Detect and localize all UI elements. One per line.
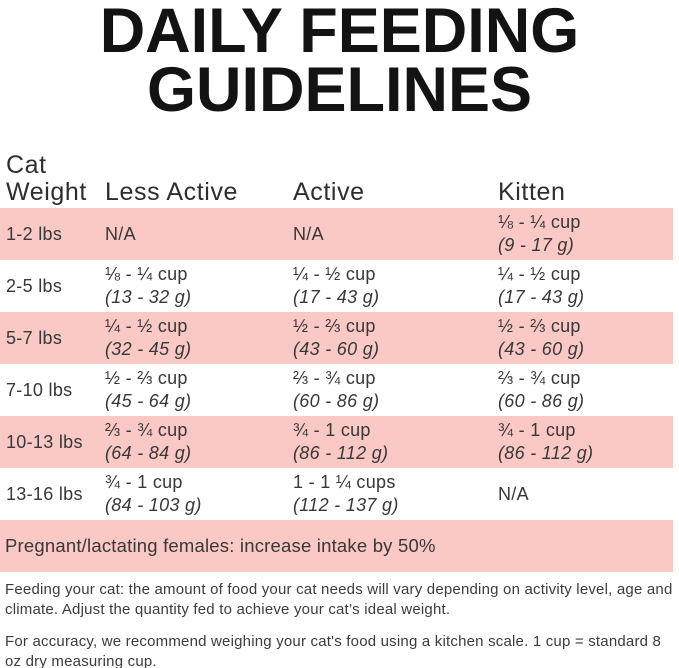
kitten-cell (498, 367, 673, 413)
grams-value: (17 - 43 g) (498, 287, 585, 307)
cups-value: ⅛ - ¼ cup (498, 212, 581, 232)
col-header-cat-weight (6, 152, 105, 206)
page-title-line-1: DAILY FEEDING (99, 0, 580, 66)
active-cell (293, 367, 498, 413)
cups-value: ¼ - ½ cup (498, 264, 581, 284)
col-header-kitten: Kitten (498, 178, 566, 206)
col-header-less-active: Less Active (105, 178, 239, 206)
footer-note-accuracy: For accuracy, we recommend weighing your cat's food using a kitchen scale. 1 cup = standard 8 oz dry measuring cup. (5, 633, 662, 668)
table-row (0, 312, 673, 364)
less-active-cell (105, 367, 293, 413)
weight-cell: 1-2 lbs (6, 223, 63, 244)
cups-value: ⅔ - ¾ cup (293, 368, 376, 388)
grams-value: (60 - 86 g) (293, 391, 380, 411)
grams-value: (60 - 86 g) (498, 391, 585, 411)
grams-value: (43 - 60 g) (498, 339, 585, 359)
page-title (0, 0, 679, 125)
grams-value: (32 - 45 g) (105, 339, 192, 359)
kitten-cell (498, 315, 673, 361)
cups-value: ¼ - ½ cup (105, 316, 188, 336)
grams-value: (86 - 112 g) (498, 443, 594, 463)
grams-value: (43 - 60 g) (293, 339, 380, 359)
cups-value: N/A (293, 223, 324, 244)
weight-cell: 7-10 lbs (6, 379, 73, 400)
page-title-line-2: GUIDELINES (146, 55, 533, 125)
table-row (0, 416, 673, 468)
kitten-cell (498, 211, 673, 257)
grams-value: (9 - 17 g) (498, 235, 575, 255)
weight-cell: 10-13 lbs (6, 431, 83, 452)
active-cell (293, 471, 498, 517)
cups-value: ¾ - 1 cup (498, 420, 576, 440)
less-active-cell (105, 263, 293, 309)
feeding-table (0, 152, 673, 572)
less-active-cell (105, 315, 293, 361)
cups-value: ½ - ⅔ cup (105, 368, 188, 388)
kitten-cell (498, 483, 673, 506)
cups-value: N/A (498, 483, 529, 504)
footer-notes (0, 580, 679, 668)
table-row (0, 260, 673, 312)
weight-cell: 5-7 lbs (6, 327, 63, 348)
active-cell (293, 315, 498, 361)
pregnant-lactating-note-text: Pregnant/lactating females: increase intake by 50% (5, 535, 436, 556)
grams-value: (64 - 84 g) (105, 443, 192, 463)
active-cell (293, 223, 498, 246)
active-cell (293, 263, 498, 309)
cups-value: ¾ - 1 cup (105, 472, 183, 492)
pregnant-lactating-note-row (0, 520, 673, 572)
kitten-cell (498, 419, 673, 465)
grams-value: (86 - 112 g) (293, 443, 389, 463)
grams-value: (17 - 43 g) (293, 287, 380, 307)
table-header (0, 152, 673, 206)
cups-value: ¼ - ½ cup (293, 264, 376, 284)
table-row (0, 208, 673, 260)
cups-value: ⅔ - ¾ cup (498, 368, 581, 388)
col-header-cat-weight-line-1: Cat (6, 151, 47, 179)
col-header-cat-weight-line-2: Weight (6, 178, 87, 206)
cups-value: 1 - 1 ¼ cups (293, 472, 396, 492)
col-header-active: Active (293, 178, 365, 206)
grams-value: (112 - 137 g) (293, 495, 399, 515)
cups-value: ⅛ - ¼ cup (105, 264, 188, 284)
cups-value: N/A (105, 223, 136, 244)
kitten-cell (498, 263, 673, 309)
grams-value: (13 - 32 g) (105, 287, 192, 307)
cups-value: ½ - ⅔ cup (293, 316, 376, 336)
less-active-cell (105, 419, 293, 465)
grams-value: (84 - 103 g) (105, 495, 202, 515)
weight-cell: 13-16 lbs (6, 483, 83, 504)
footer-note-feeding: Feeding your cat: the amount of food your cat needs will vary depending on activity level, age and climate. Adjust the quantity fed to achieve your cat’s ideal weight. (5, 581, 673, 618)
table-row (0, 364, 673, 416)
weight-cell: 2-5 lbs (6, 275, 63, 296)
active-cell (293, 419, 498, 465)
cups-value: ½ - ⅔ cup (498, 316, 581, 336)
less-active-cell (105, 471, 293, 517)
cups-value: ¾ - 1 cup (293, 420, 371, 440)
table-row (0, 468, 673, 520)
grams-value: (45 - 64 g) (105, 391, 192, 411)
less-active-cell (105, 223, 293, 246)
cups-value: ⅔ - ¾ cup (105, 420, 188, 440)
